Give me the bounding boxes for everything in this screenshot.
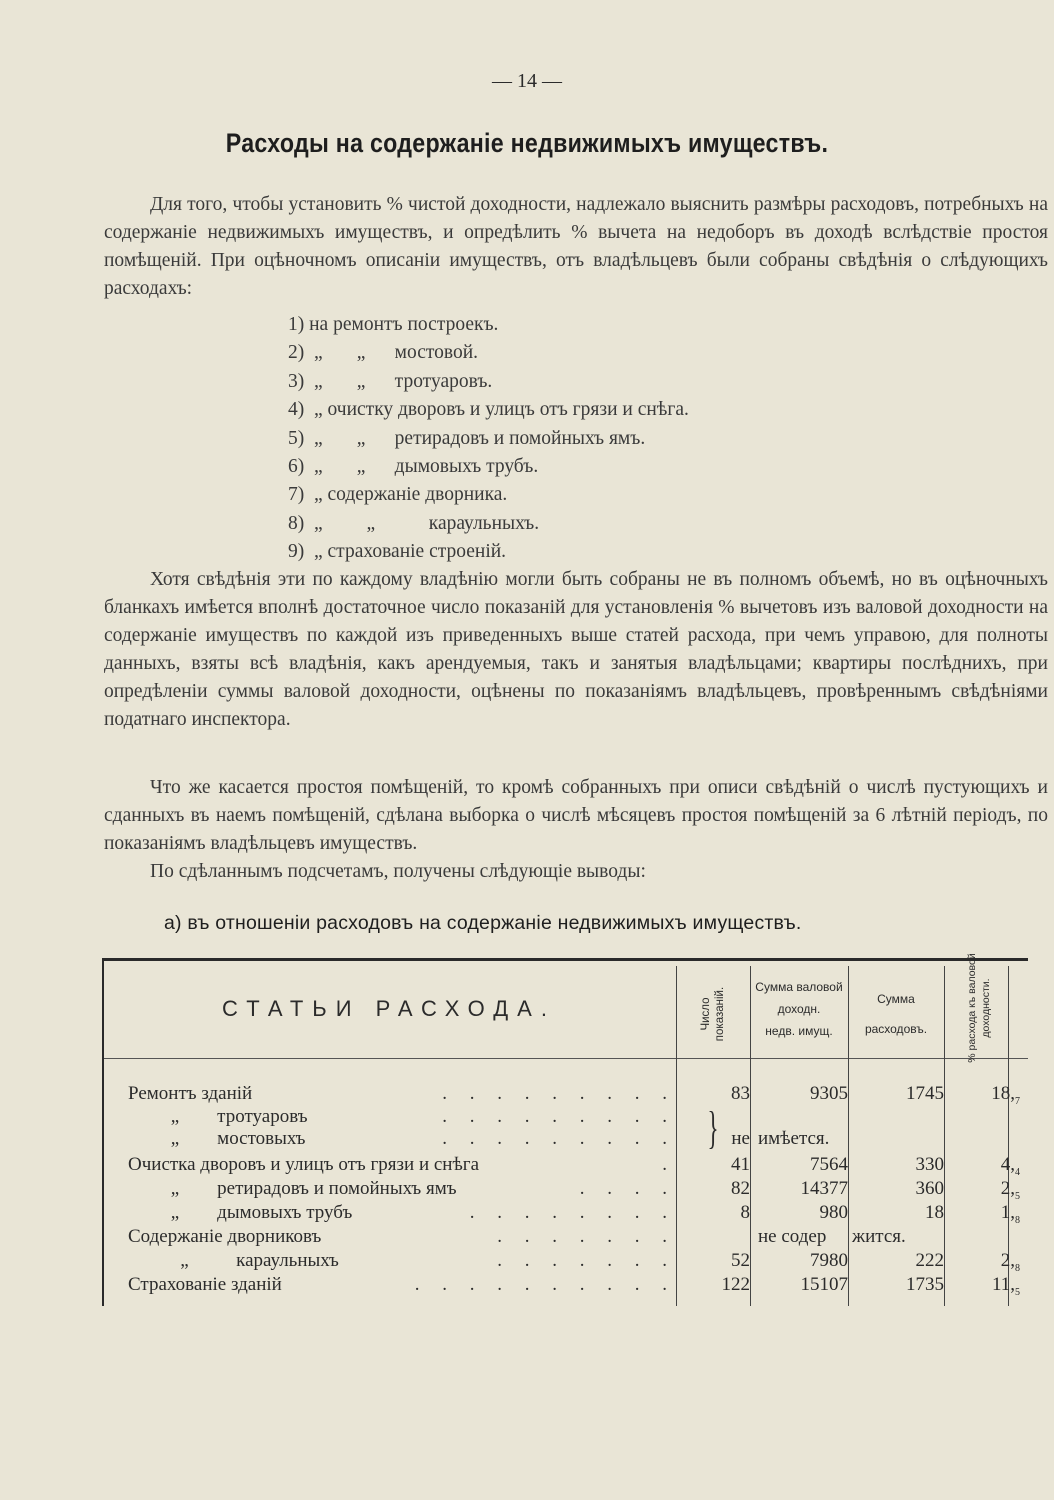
cell-count: 122 <box>721 1274 750 1295</box>
leader-dots: . . . . . . . <box>497 1250 676 1271</box>
table-row <box>102 1250 1028 1274</box>
table-row <box>102 1106 1028 1130</box>
row-label: „ ретирадовъ и помойныхъ ямъ <box>128 1178 457 1199</box>
cell-gross: 7564 <box>810 1154 848 1175</box>
row-label: „ мостовыхъ <box>128 1128 306 1149</box>
cell-count: 41 <box>731 1154 750 1175</box>
cell-expense: 1745 <box>906 1083 944 1104</box>
header-expense-items: СТАТЬИ РАСХОДА. <box>222 996 556 1021</box>
row-label: Содержаніе дворниковъ <box>128 1226 322 1247</box>
header-sum-line1: Сумма <box>877 992 915 1006</box>
paragraph-conclusions: По сдѣланнымъ подсчетамъ, получены слѣдующіе выводы: <box>150 861 646 882</box>
leader-dots: . . . . . . . . <box>469 1202 676 1223</box>
table-header-rule <box>102 1058 1028 1059</box>
list-item: 1) на ремонтъ построекъ. <box>288 314 499 335</box>
row-label: Страхованіе зданій <box>128 1274 282 1295</box>
cell-percent: $11,_5$ <box>991 1274 1020 1298</box>
table-row <box>102 1178 1028 1202</box>
list-item: 2) „ „ мостовой. <box>288 342 479 364</box>
table-row <box>102 1202 1028 1226</box>
list-item: 5) „ „ ретирадовъ и помойныхъ ямъ. <box>288 427 646 449</box>
leader-dots: . . . . . . . . . <box>442 1128 676 1149</box>
cell-expense: 18 <box>925 1202 944 1223</box>
page-number: — 14 — <box>492 70 562 92</box>
cell-expense: 1735 <box>906 1274 944 1295</box>
row-label: Ремонтъ зданій <box>128 1083 253 1104</box>
list-item: 9) „ страхованіе строеній. <box>288 541 507 563</box>
cell-count: 83 <box>731 1083 750 1104</box>
row-label: Очистка дворовъ и улицъ отъ грязи и снѣга <box>128 1154 480 1175</box>
cell-gross: имѣется. <box>758 1128 830 1149</box>
expense-list <box>288 311 689 567</box>
paragraph-vacancy: Что же касается простоя помѣщеній, то кромѣ собранныхъ при описи свѣдѣній о числѣ пустующихъ и сданныхъ въ наемъ помѣщеній, сдѣлана выборка о числѣ мѣсяцевъ простоя помѣщеній за 6 лѣтній періодъ, по показаніямъ владѣльцевъ имуществъ. <box>104 777 1048 854</box>
row-label: „ тротуаровъ <box>128 1106 308 1127</box>
table-subtitle: а) въ отношеніи расходовъ на содержаніе недвижимыхъ имуществъ. <box>164 912 802 934</box>
list-item: 8) „ „ караульныхъ. <box>288 512 540 534</box>
cell-percent: $4,_4$ <box>1000 1154 1020 1178</box>
header-percent: % расхода къ валовой доходности. <box>966 953 992 1063</box>
brace-glyph: } <box>707 1102 719 1153</box>
paragraph-intro: Для того, чтобы установить % чистой доходности, надлежало выяснить размѣры расходовъ, потребныхъ на содержаніе недвижимыхъ имуществъ, и опредѣлить % вычета на недоборъ въ доходѣ вслѣдствіе простоя помѣщеній. При оцѣночномъ описаніи имуществъ, отъ владѣльцевъ были собраны свѣдѣнія о слѣдующихъ расходахъ: <box>104 194 1048 299</box>
cell-expense: 222 <box>915 1250 944 1271</box>
leader-dots: . <box>662 1154 676 1175</box>
leader-dots: . . . . . . . . . <box>442 1083 676 1104</box>
cell-count: не <box>731 1128 750 1149</box>
cell-gross: 14377 <box>800 1178 848 1199</box>
list-item: 6) „ „ дымовыхъ трубъ. <box>288 456 539 478</box>
header-sum-line2: расходовъ. <box>864 1022 928 1036</box>
cell-expense: 360 <box>915 1178 944 1199</box>
leader-dots: . . . . . . . . . . <box>414 1274 676 1295</box>
header-count: Число показаній. <box>700 986 726 1042</box>
list-item: 7) „ содержаніе дворника. <box>288 484 508 506</box>
row-label: „ караульныхъ <box>128 1250 339 1271</box>
cell-count: 8 <box>740 1202 750 1223</box>
table-top-rule <box>102 958 1028 961</box>
leader-dots: . . . . . . . . . <box>442 1106 676 1127</box>
row-label: „ дымовыхъ трубъ <box>128 1202 353 1223</box>
table-row <box>102 1083 1028 1107</box>
leader-dots: . . . . . . . <box>497 1226 676 1247</box>
cell-percent: $1,_8$ <box>1000 1202 1020 1226</box>
list-item: 4) „ очистку дворовъ и улицъ отъ грязи и снѣга. <box>288 399 689 421</box>
page-title: Расходы на содержаніе недвижимыхъ имуществъ. <box>225 128 829 158</box>
cell-expense: 330 <box>915 1154 944 1175</box>
cell-percent: $2,_8$ <box>1000 1250 1020 1274</box>
table-row <box>102 1226 1028 1250</box>
expense-table <box>102 953 1028 1308</box>
list-item: 3) „ „ тротуаровъ. <box>288 370 493 392</box>
paragraph-data-collection: Хотя свѣдѣнія эти по каждому владѣнію могли быть собраны не въ полномъ объемѣ, но въ оцѣночныхъ бланкахъ имѣется вполнѣ достаточное число показаній для установленія % вычетовъ изъ валовой доходности на содержаніе имуществъ по каждой изъ приведенныхъ выше статей расхода, при чемъ управою, для полноты данныхъ, взяты всѣ владѣнія, какъ арендуемыя, такъ и занятыя владѣльцами; квартиры послѣднихъ, при опредѣленіи суммы валовой доходности, оцѣнены по показаніямъ владѣльцевъ, провѣреннымъ свѣдѣніями податнаго инспектора. <box>104 569 1048 730</box>
cell-gross: 7980 <box>810 1250 848 1271</box>
table-row <box>102 1128 1028 1152</box>
cell-expense: жится. <box>852 1226 906 1247</box>
table-row <box>102 1274 1028 1298</box>
cell-gross: 9305 <box>810 1083 848 1104</box>
cell-gross: 15107 <box>800 1274 848 1295</box>
leader-dots: . . . . <box>579 1178 676 1199</box>
cell-gross: не содер <box>758 1226 827 1247</box>
cell-percent: $2,_5$ <box>1000 1178 1020 1202</box>
header-gross-line2: недв. имущ. <box>765 1024 833 1038</box>
cell-percent: $18,_7$ <box>991 1083 1020 1107</box>
table-row <box>102 1154 1028 1178</box>
cell-gross: 980 <box>819 1202 848 1223</box>
header-gross-line1: Сумма валовой доходн. <box>755 980 843 1016</box>
cell-count: 52 <box>731 1250 750 1271</box>
cell-count: 82 <box>731 1178 750 1199</box>
